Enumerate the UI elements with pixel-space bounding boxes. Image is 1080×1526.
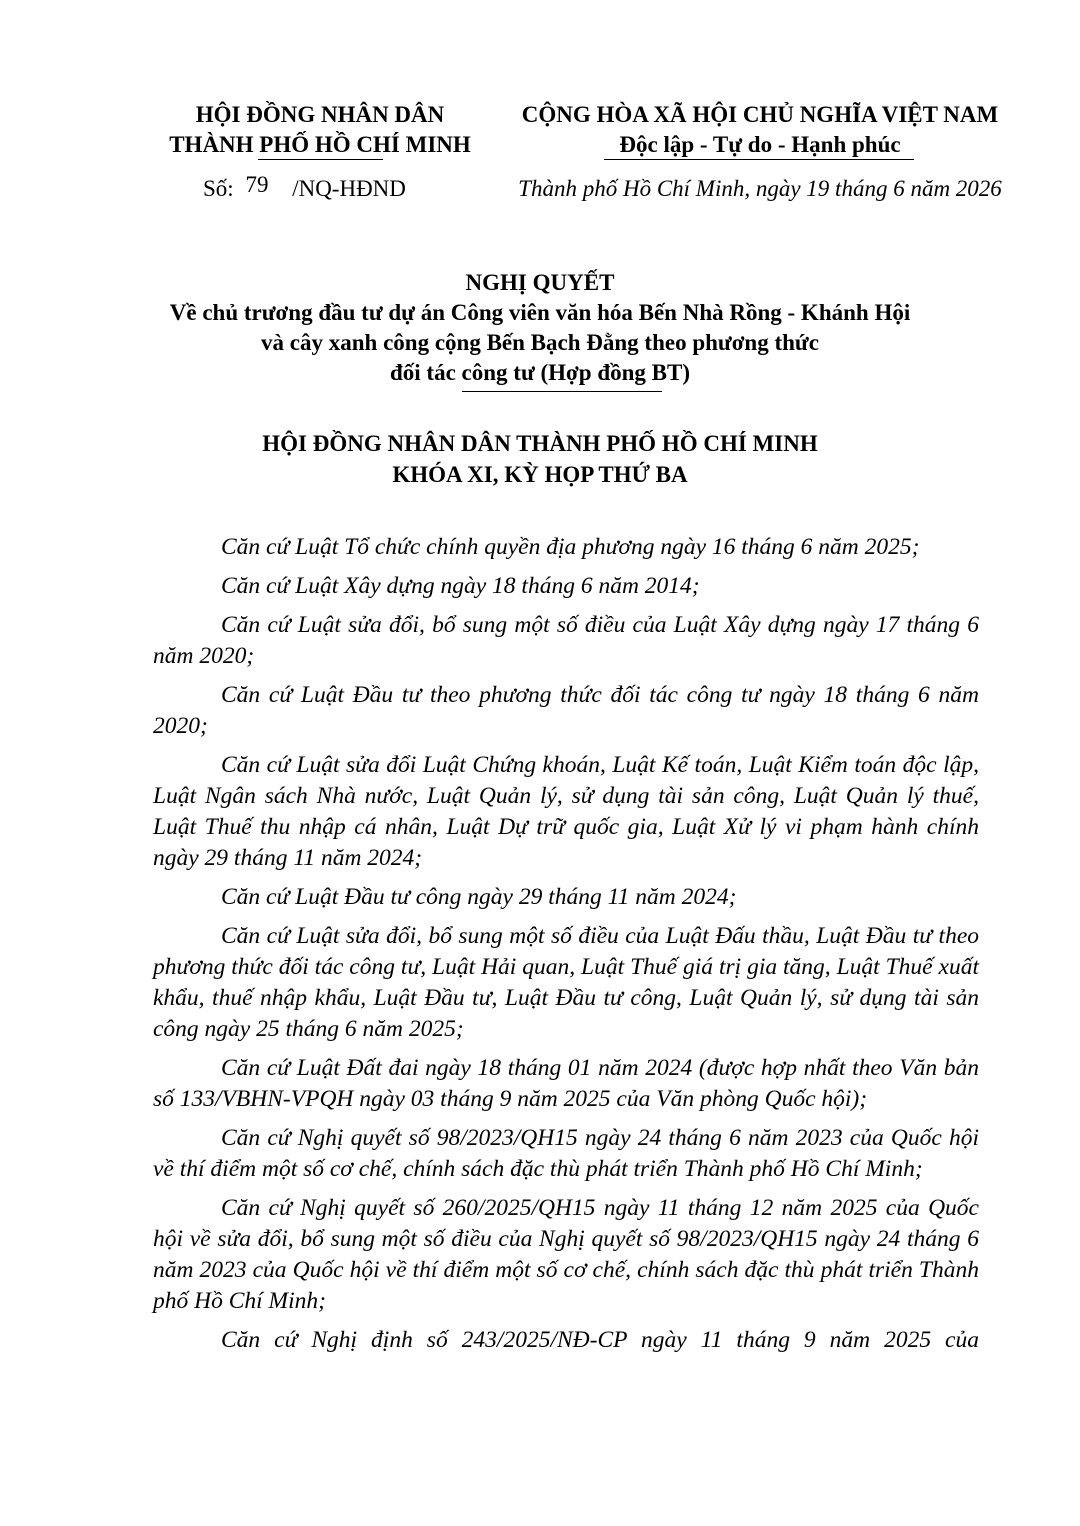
legal-basis xyxy=(153,532,979,1364)
issue-date: Thành phố Hồ Chí Minh, ngày 19 tháng 6 năm 2026 xyxy=(518,176,1002,201)
legal-basis-paragraph: Căn cứ Luật Đầu tư theo phương thức đối tác công tư ngày 18 tháng 6 năm 2020; xyxy=(153,682,979,739)
document-title xyxy=(60,268,1020,388)
issuing-authority xyxy=(150,100,490,160)
number-suffix: /NQ-HĐND xyxy=(292,176,406,201)
title-line3: đối tác công tư (Hợp đồng BT) xyxy=(389,360,690,385)
authority-underline xyxy=(258,159,383,160)
legal-basis-paragraph: Căn cứ Nghị định số 243/2025/NĐ-CP ngày 11 tháng 9 năm 2025 của xyxy=(221,1327,979,1353)
legal-basis-paragraph: Căn cứ Luật Đất đai ngày 18 tháng 01 năm 2024 (được hợp nhất theo Văn bản số 133/VBHN-VPQH ngày 03 tháng 9 năm 2025 của Văn phòng Quốc hội); xyxy=(153,1055,979,1112)
title-line2: và cây xanh công cộng Bến Bạch Đằng theo phương thức xyxy=(261,330,819,355)
motto-underline xyxy=(604,159,914,160)
national-motto: Độc lập - Tự do - Hạnh phúc xyxy=(619,132,901,157)
number-value: 79 xyxy=(245,172,269,197)
legal-basis-paragraph: Căn cứ Luật sửa đổi Luật Chứng khoán, Luật Kế toán, Luật Kiểm toán độc lập, Luật Ngân sách Nhà nước, Luật Quản lý, sử dụng tài sản công, Luật Quản lý thuế, Luật Thuế thu nhập cá nhân, Luật Dự trữ quốc gia, Luật Xử lý vi phạm hành chính ngày 29 tháng 11 năm 2024; xyxy=(153,752,979,871)
council-heading xyxy=(60,428,1020,490)
council-line2: KHÓA XI, KỲ HỌP THỨ BA xyxy=(392,462,688,487)
legal-basis-paragraph: Căn cứ Nghị quyết số 98/2023/QH15 ngày 24 tháng 6 năm 2023 của Quốc hội về thí điểm một số cơ chế, chính sách đặc thù phát triển Thành phố Hồ Chí Minh; xyxy=(153,1125,979,1182)
legal-basis-paragraph: Căn cứ Luật Tổ chức chính quyền địa phương ngày 16 tháng 6 năm 2025; xyxy=(221,534,920,560)
issuing-authority-line2: THÀNH PHỐ HỒ CHÍ MINH xyxy=(169,132,471,157)
legal-basis-paragraph: Căn cứ Luật Xây dựng ngày 18 tháng 6 năm 2014; xyxy=(221,573,700,599)
title-heading: NGHỊ QUYẾT xyxy=(465,270,615,295)
document-number xyxy=(203,172,406,202)
legal-basis-paragraph: Căn cứ Luật sửa đổi, bổ sung một số điều của Luật Đấu thầu, Luật Đầu tư theo phương thức đối tác công tư, Luật Hải quan, Luật Thuế giá trị gia tăng, Luật Thuế xuất khẩu, thuế nhập khẩu, Luật Đầu tư, Luật Đầu tư công, Luật Quản lý, sử dụng tài sản công ngày 25 tháng 6 năm 2025; xyxy=(153,923,979,1042)
title-line1: Về chủ trương đầu tư dự án Công viên văn hóa Bến Nhà Rồng - Khánh Hội xyxy=(169,300,911,325)
national-header xyxy=(500,100,1020,160)
legal-basis-paragraph: Căn cứ Luật sửa đổi, bổ sung một số điều của Luật Xây dựng ngày 17 tháng 6 năm 2020; xyxy=(153,612,979,669)
issuing-authority-line1: HỘI ĐỒNG NHÂN DÂN xyxy=(195,102,445,127)
title-underline xyxy=(462,391,662,392)
council-line1: HỘI ĐỒNG NHÂN DÂN THÀNH PHỐ HỒ CHÍ MINH xyxy=(262,431,818,456)
legal-basis-paragraph: Căn cứ Nghị quyết số 260/2025/QH15 ngày 11 tháng 12 năm 2025 của Quốc hội về sửa đổi, bổ sung một số điều của Nghị quyết số 98/2023/QH15 ngày 24 tháng 6 năm 2023 của Quốc hội về thí điểm một số cơ chế, chính sách đặc thù phát triển Thành phố Hồ Chí Minh; xyxy=(153,1195,979,1314)
legal-basis-paragraph: Căn cứ Luật Đầu tư công ngày 29 tháng 11 năm 2024; xyxy=(221,884,737,910)
number-prefix: Số: xyxy=(203,176,234,201)
national-name: CỘNG HÒA XÃ HỘI CHỦ NGHĨA VIỆT NAM xyxy=(521,102,999,127)
